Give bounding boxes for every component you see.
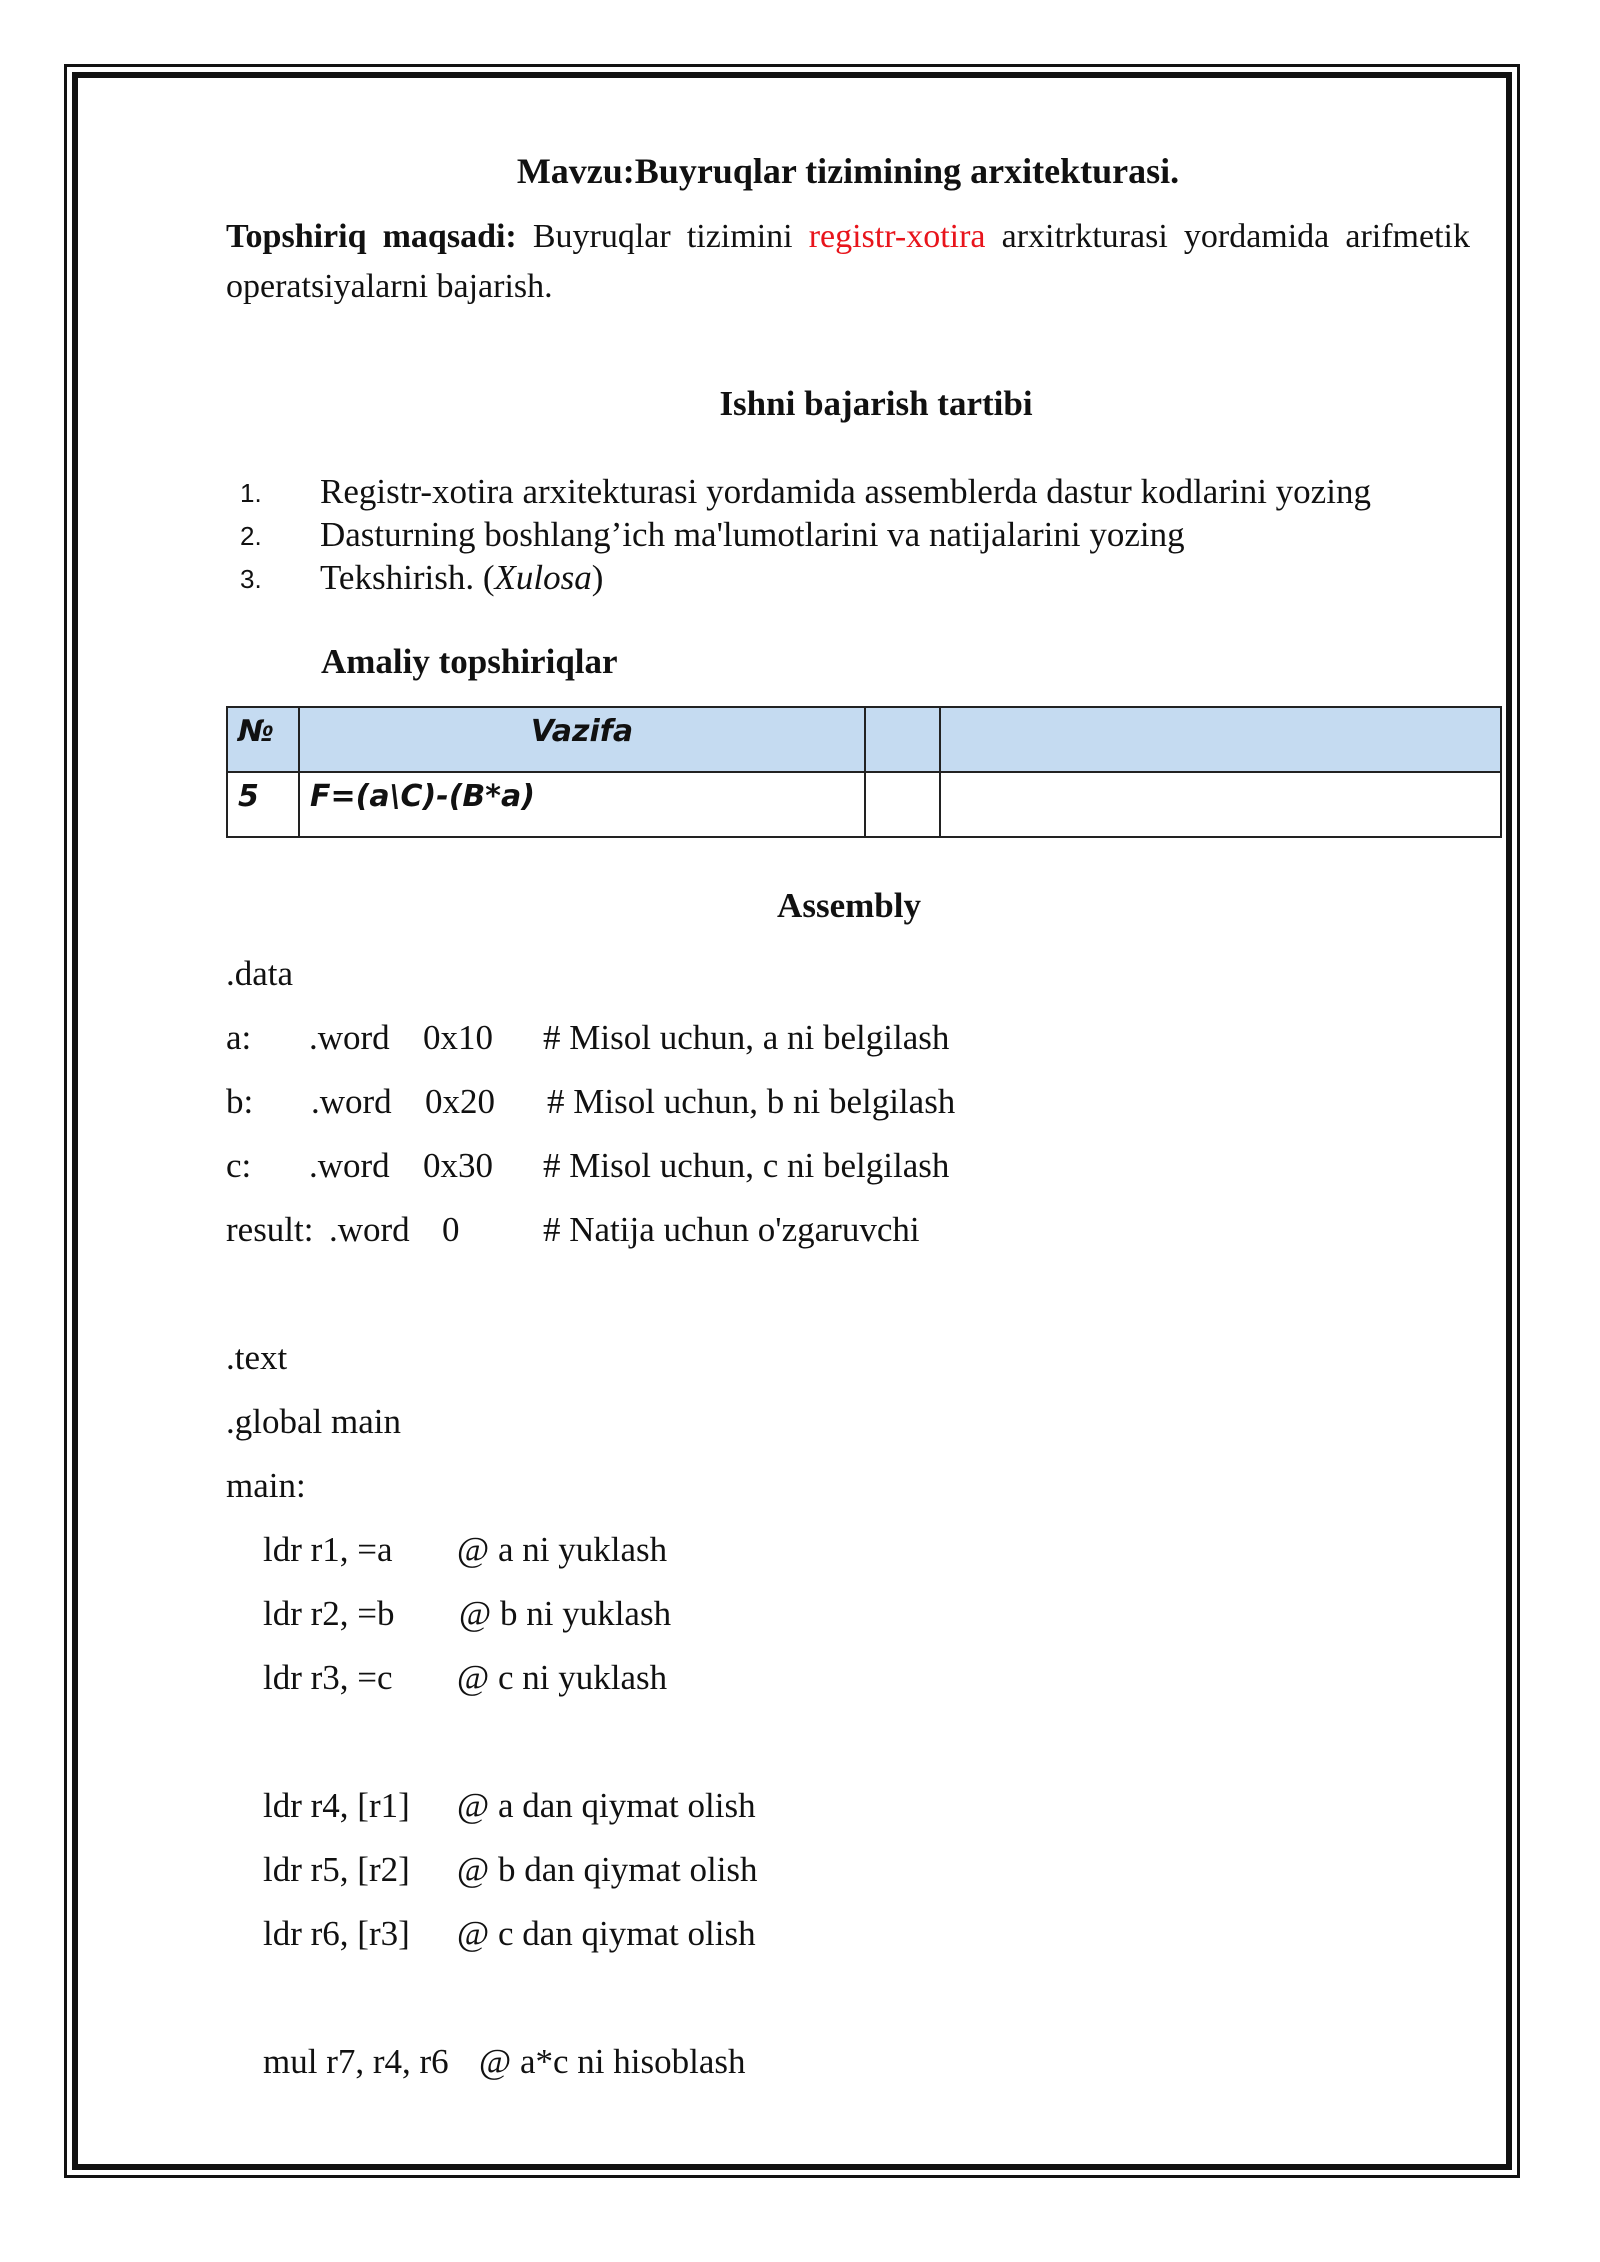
code-label: result:: [226, 1210, 314, 1249]
assembly-title: Assembly: [777, 886, 921, 925]
list-text-italic: Xulosa: [494, 558, 592, 597]
list-number: 1.: [240, 478, 262, 508]
code-comment: @ c ni yuklash: [457, 1658, 668, 1697]
code-instruction: ldr r6, [r3]: [263, 1914, 410, 1953]
code-comment: # Misol uchun, c ni belgilash: [543, 1146, 950, 1185]
code-directive: .word: [309, 1018, 390, 1057]
code-line: main:: [226, 1466, 306, 1505]
code-value: 0x20: [425, 1082, 495, 1121]
code-label: b:: [226, 1082, 254, 1121]
code-instruction: ldr r4, [r1]: [263, 1786, 410, 1825]
table-header-cell: №: [227, 707, 299, 772]
code-comment: @ c dan qiymat olish: [457, 1914, 756, 1953]
list-number: 2.: [240, 521, 262, 551]
list-text: [320, 556, 603, 599]
goal-highlight: registr-xotira: [808, 218, 986, 255]
code-label: a:: [226, 1018, 252, 1057]
code-directive: .word: [309, 1146, 390, 1185]
table-cell: 5: [227, 772, 299, 837]
table-cell: [940, 772, 1501, 837]
code-instruction: ldr r5, [r2]: [263, 1850, 410, 1889]
list-text: Registr-xotira arxitekturasi yordamida assemblerda dastur kodlarini yozing: [320, 472, 1371, 511]
table-cell: F=(a\C)-(B*a): [299, 772, 865, 837]
code-value: 0x30: [423, 1146, 493, 1185]
code-directive: .word: [311, 1082, 392, 1121]
code-comment: @ b ni yuklash: [459, 1594, 672, 1633]
list-item: [226, 513, 1470, 556]
code-directive: .word: [329, 1210, 410, 1249]
code-comment: @ b dan qiymat olish: [457, 1850, 758, 1889]
code-instruction: ldr r2, =b: [263, 1594, 395, 1633]
table-header-cell: [940, 707, 1501, 772]
code-value: 0x10: [423, 1018, 493, 1057]
procedure-list: [226, 470, 1470, 599]
list-number: 3.: [240, 564, 262, 594]
code-value: 0: [442, 1210, 460, 1249]
code-instruction: ldr r3, =c: [263, 1658, 393, 1697]
code-line: [226, 2042, 746, 2202]
table-cell: [865, 772, 940, 837]
table-header-row: [227, 707, 1501, 772]
code-comment: @ a dan qiymat olish: [457, 1786, 756, 1825]
code-comment: # Natija uchun o'zgaruvchi: [543, 1210, 920, 1249]
topic-title: Mavzu:Buyruqlar tizimining arxitekturasi.: [516, 151, 1180, 191]
table-header-cell: [865, 707, 940, 772]
code-instruction: mul r7, r4, r6: [263, 2042, 449, 2081]
table-header-cell: Vazifa: [299, 707, 865, 772]
code-comment: # Misol uchun, a ni belgilash: [543, 1018, 950, 1057]
list-item: [226, 556, 1470, 599]
list-text-pre: Tekshirish. (: [320, 558, 495, 597]
list-item: [226, 470, 1470, 513]
code-label: c:: [226, 1146, 252, 1185]
code-line: .global main: [226, 1402, 401, 1441]
code-comment: @ a ni yuklash: [457, 1530, 668, 1569]
goal-text-pre: Buyruqlar tizimini: [516, 218, 809, 255]
tasks-title: Amaliy topshiriqlar: [321, 642, 618, 681]
tasks-table: [226, 706, 1502, 838]
code-line: .text: [226, 1338, 288, 1377]
table-row: [227, 772, 1501, 837]
code-instruction: ldr r1, =a: [263, 1530, 393, 1569]
task-goal: [226, 212, 1470, 312]
procedure-title: Ishni bajarish tartibi: [719, 384, 1033, 423]
list-text: Dasturning boshlang’ich ma'lumotlarini va natijalarini yozing: [320, 515, 1185, 554]
goal-text-post: arxitrkturasi yordamida arifmetik operatsiyalarni bajarish.: [226, 218, 1470, 305]
list-text-post: ): [591, 558, 604, 597]
code-comment: # Misol uchun, b ni belgilash: [547, 1082, 956, 1121]
code-comment: @ a*c ni hisoblash: [479, 2042, 746, 2081]
code-line: .data: [226, 954, 294, 993]
goal-label: Topshiriq maqsadi:: [226, 218, 517, 255]
